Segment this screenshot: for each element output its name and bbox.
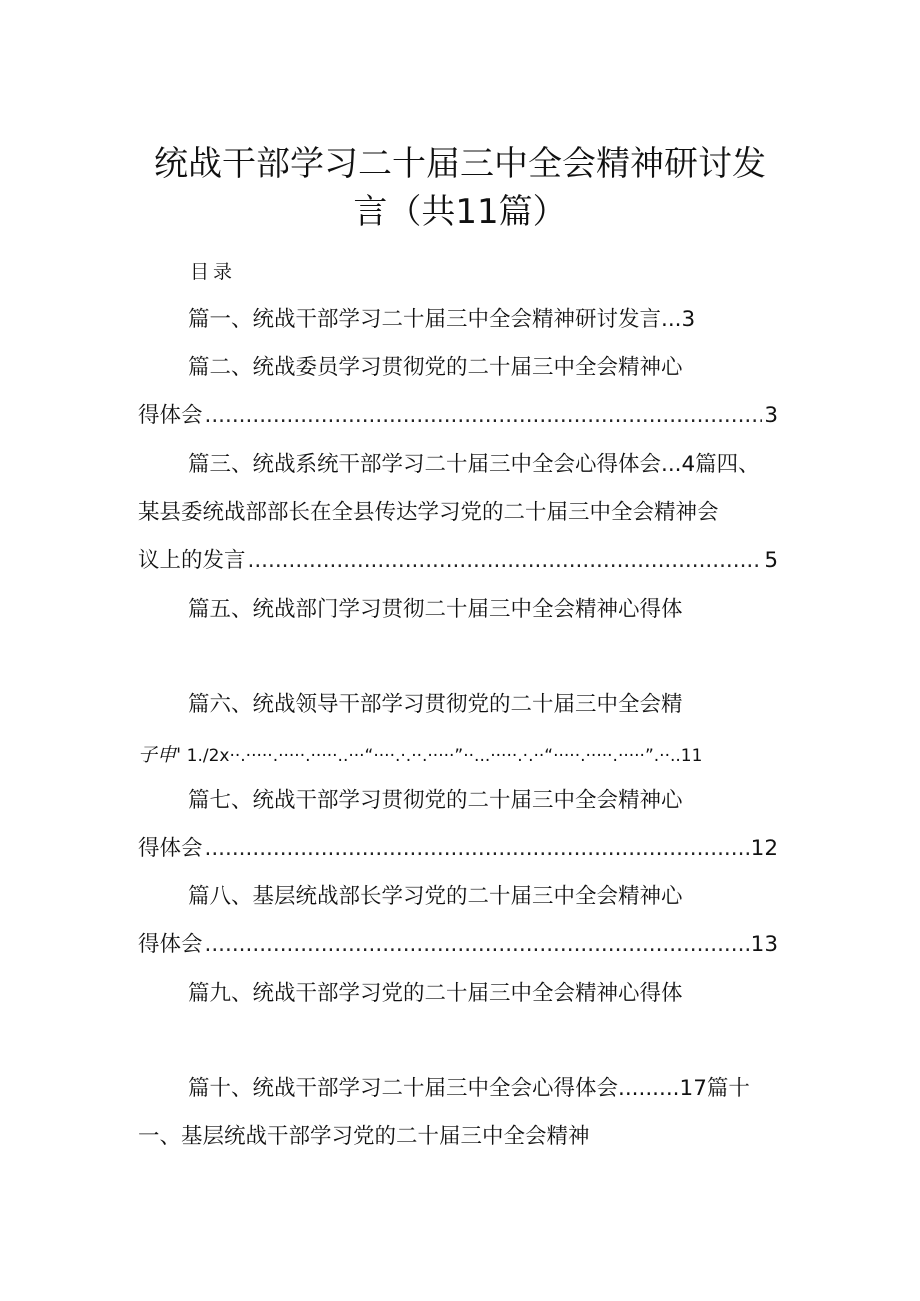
toc-entry-4-line-2[interactable]: 某县委统战部部长在全县传达学习党的二十届三中全会精神会	[138, 500, 719, 525]
toc-entry-6-line-1[interactable]: 篇六、统战领导干部学习贯彻党的二十届三中全会精	[188, 692, 683, 717]
toc-entry-5[interactable]: 篇五、统战部门学习贯彻二十届三中全会精神心得体	[188, 597, 683, 622]
toc-entry-9[interactable]: 篇九、统战干部学习党的二十届三中全会精神心得体	[188, 981, 683, 1006]
toc-entry-4-line-3: 议上的发言	[138, 548, 246, 573]
dot-leader	[248, 547, 763, 575]
document-title-line-2: 言（共11篇）	[353, 192, 567, 232]
toc-entry-8-page: 13	[750, 932, 778, 957]
toc-entry-7-line-1[interactable]: 篇七、统战干部学习贯彻党的二十届三中全会精神心	[188, 788, 683, 813]
dot-leader	[205, 835, 749, 863]
dot-leader	[205, 931, 749, 959]
document-title-line-1: 统战干部学习二十届三中全会精神研讨发	[154, 144, 766, 184]
toc-entry-7-leader-row[interactable]	[138, 835, 778, 863]
toc-entry-6-garbled-rest: 1./2x··.·····.·····.·····..···“····.·.··.·····”··...·····.·.··“·····.·····.·····”.··..11	[181, 746, 703, 766]
toc-entry-3-line-1[interactable]: 篇三、统战系统干部学习二十届三中全会心得体会...4篇四、	[188, 452, 760, 477]
toc-entry-7-line-2: 得体会	[138, 836, 203, 861]
toc-entry-2-line-2: 得体会	[138, 403, 203, 428]
toc-entry-7-page: 12	[750, 836, 778, 861]
toc-entry-2-line-1[interactable]: 篇二、统战委员学习贯彻党的二十届三中全会精神心	[188, 355, 683, 380]
toc-entry-2-page: 3	[764, 403, 778, 428]
toc-entry-1[interactable]: 篇一、统战干部学习二十届三中全会精神研讨发言...3	[188, 307, 696, 332]
toc-entry-4-leader-row[interactable]	[138, 547, 778, 575]
toc-entry-11-line-2[interactable]: 一、基层统战干部学习党的二十届三中全会精神	[138, 1124, 590, 1149]
toc-entry-6-garbled-row[interactable]	[138, 742, 702, 769]
toc-entry-8-line-2: 得体会	[138, 932, 203, 957]
toc-entry-2-leader-row[interactable]	[138, 402, 778, 430]
toc-entry-6-garbled-prefix: 子申'	[138, 744, 182, 766]
toc-entry-4-page: 5	[764, 548, 778, 573]
toc-entry-8-leader-row[interactable]	[138, 931, 778, 959]
toc-entry-8-line-1[interactable]: 篇八、基层统战部长学习党的二十届三中全会精神心	[188, 884, 683, 909]
toc-entry-10-line-1[interactable]: 篇十、统战干部学习二十届三中全会心得体会.........17篇十	[188, 1076, 750, 1101]
toc-heading: 目录	[190, 261, 237, 283]
dot-leader	[205, 402, 763, 430]
